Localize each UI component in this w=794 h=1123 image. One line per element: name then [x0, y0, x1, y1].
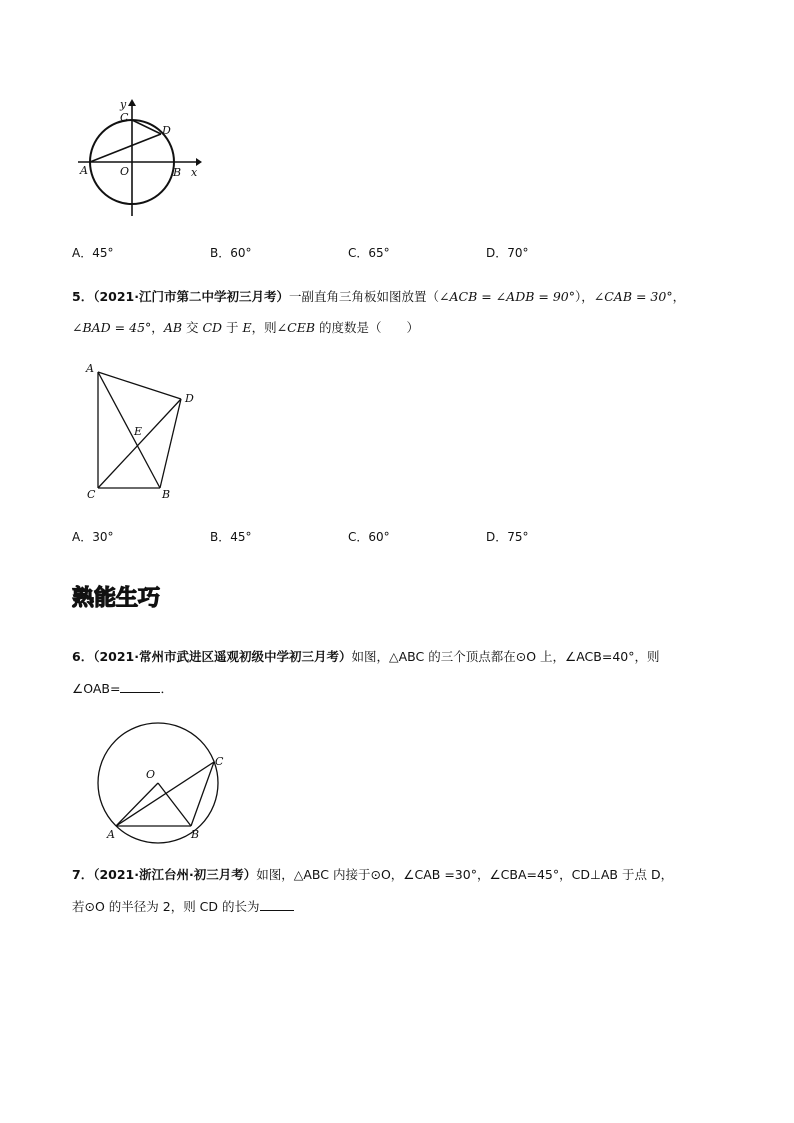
q4-option-d[interactable]: D．70° — [486, 246, 529, 260]
circle-axes-figure — [74, 94, 204, 220]
label-c: C — [120, 111, 129, 124]
label-x: x — [191, 166, 198, 179]
q5-option-d[interactable]: D．75° — [486, 530, 529, 544]
q7-number: 7． — [72, 867, 94, 882]
label-d: D — [162, 124, 171, 137]
q6-number: 6． — [72, 649, 94, 664]
q5-option-a[interactable]: A．30° — [72, 530, 114, 544]
q7-line-2: 若⊙O 的半径为 2，则 CD 的长为 — [72, 898, 294, 916]
q4-options — [72, 244, 632, 262]
q5-option-b[interactable]: B．45° — [210, 530, 252, 544]
q5-label-a: A — [86, 362, 94, 375]
q6-answer-blank[interactable] — [120, 680, 160, 693]
q7-line-1: 7．（2021·浙江台州·初三月考）如图，△ABC 内接于⊙O，∠CAB =30°，∠CBA=45°，CD⊥AB 于点 D， — [72, 867, 674, 882]
q5-label-e: E — [134, 425, 143, 438]
q7-answer-blank[interactable] — [260, 898, 294, 911]
label-a: A — [80, 164, 88, 177]
q5-options — [72, 528, 632, 546]
q5-option-c[interactable]: C．60° — [348, 530, 390, 544]
label-b: B — [173, 166, 182, 179]
q4-option-c[interactable]: C．65° — [348, 246, 390, 260]
q6-label-o: O — [146, 768, 156, 781]
q4-option-b[interactable]: B．60° — [210, 246, 252, 260]
q5-line-1: 5．（2021·江门市第二中学初三月考）一副直角三角板如图放置（∠ACB = ∠ADB = 90°），∠CAB = 30°， — [72, 289, 686, 304]
q6-label-a: A — [107, 828, 115, 841]
q6-label-b: B — [191, 828, 200, 841]
q5-label-b: B — [162, 488, 171, 501]
q5-number: 5． — [72, 289, 94, 304]
q6-line-2: ∠OAB= ． — [72, 681, 173, 696]
q7-source: （2021·浙江台州·初三月考） — [93, 867, 257, 882]
section-title: 熟能生巧 — [72, 586, 161, 611]
q4-option-a[interactable]: A．45° — [72, 246, 114, 260]
q5-line-2: ∠BAD = 45°，AB 交 CD 于 E，则∠CEB 的度数是（ ） — [72, 320, 420, 335]
q5-label-d: D — [185, 392, 194, 405]
q6-source: （2021·常州市武进区遥观初级中学初三月考） — [93, 649, 352, 664]
label-o: O — [120, 165, 130, 178]
inscribed-triangle-figure — [94, 722, 234, 844]
q6-line-1: 6．（2021·常州市武进区遥观初级中学初三月考）如图，△ABC 的三个顶点都在⊙O 上，∠ACB=40°，则 — [72, 649, 660, 664]
q5-label-c: C — [87, 488, 96, 501]
label-y: y — [120, 98, 127, 111]
q5-source: （2021·江门市第二中学初三月考） — [93, 289, 289, 304]
triangle-set-figure — [80, 360, 210, 504]
q6-label-c: C — [215, 755, 224, 768]
